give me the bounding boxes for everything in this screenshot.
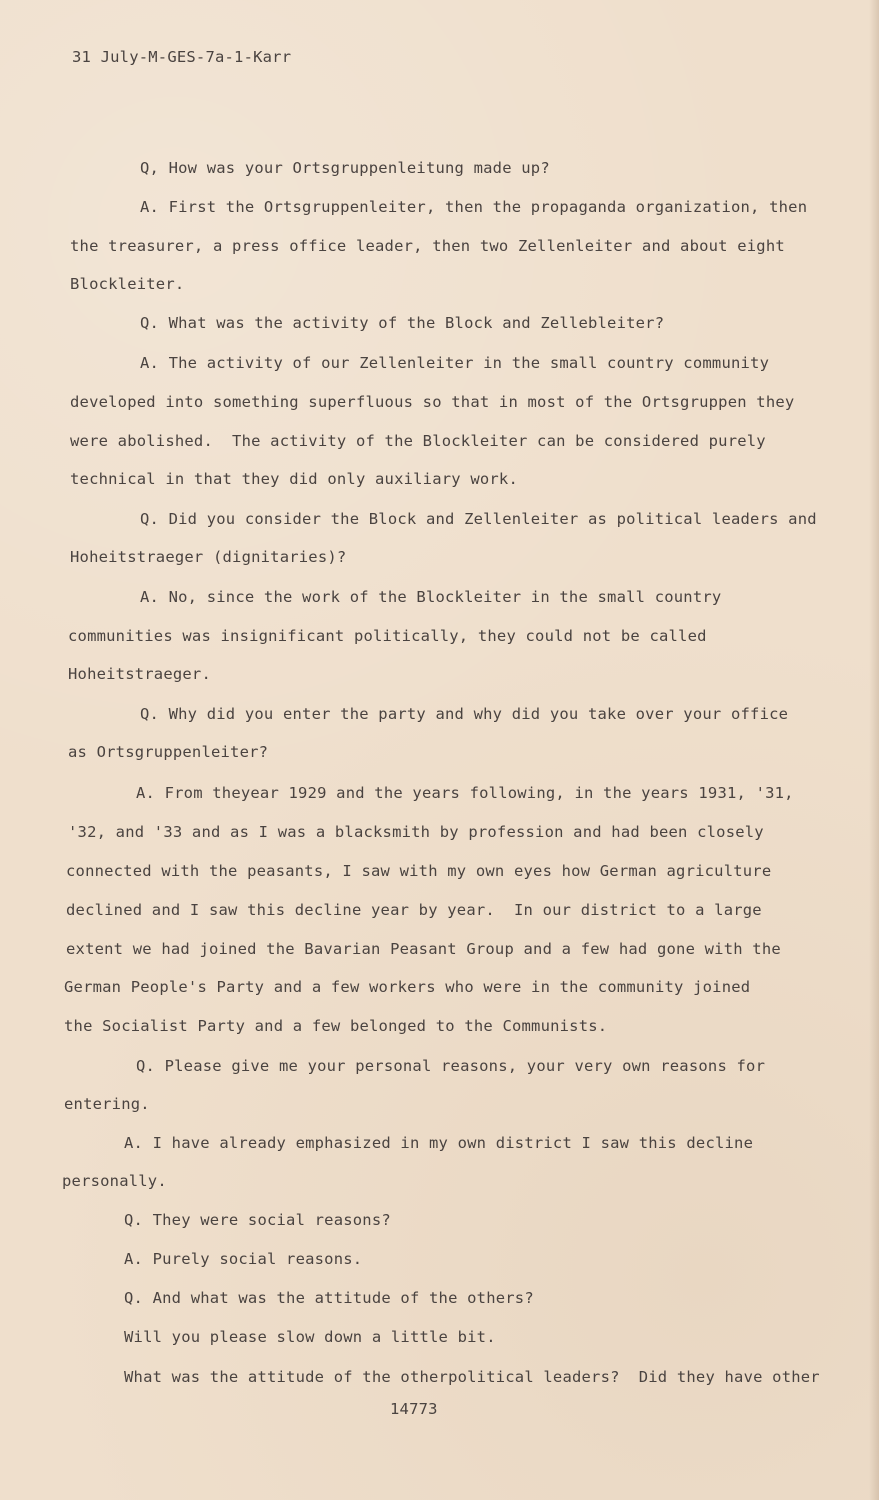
text-line: personally. (62, 1172, 167, 1190)
text-line: the treasurer, a press office leader, then two Zellenleiter and about eight (70, 237, 785, 255)
text-line: Q. What was the activity of the Block and Zellebleiter? (140, 314, 665, 332)
text-line: entering. (64, 1095, 150, 1113)
text-line: technical in that they did only auxiliary work. (70, 470, 518, 488)
text-line: the Socialist Party and a few belonged to the Communists. (64, 1017, 608, 1035)
text-line: Will you please slow down a little bit. (124, 1328, 496, 1346)
text-line: Q. Why did you enter the party and why did you take over your office (140, 705, 789, 723)
text-line: Hoheitstraeger. (68, 665, 211, 683)
text-line: extent we had joined the Bavarian Peasant Group and a few had gone with the (66, 940, 781, 958)
text-line: German People's Party and a few workers who were in the community joined (64, 978, 751, 996)
text-line: What was the attitude of the otherpolitical leaders? Did they have other (124, 1368, 820, 1386)
text-line: Q, How was your Ortsgruppenleitung made up? (140, 159, 550, 177)
text-line: A. First the Ortsgruppenleiter, then the propaganda organization, then (140, 198, 808, 216)
text-line: A. I have already emphasized in my own district I saw this decline (124, 1134, 754, 1152)
text-line: Q. And what was the attitude of the others? (124, 1289, 534, 1307)
text-line: Hoheitstraeger (dignitaries)? (70, 548, 347, 566)
page-edge-shadow (869, 0, 879, 1500)
text-line: as Ortsgruppenleiter? (68, 743, 269, 761)
text-line: A. No, since the work of the Blockleiter in the small country (140, 588, 722, 606)
text-line: declined and I saw this decline year by year. In our district to a large (66, 901, 762, 919)
text-line: A. Purely social reasons. (124, 1250, 363, 1268)
text-line: developed into something superfluous so that in most of the Ortsgruppen they (70, 393, 795, 411)
text-line: Blockleiter. (70, 275, 185, 293)
text-line: Q. Please give me your personal reasons, your very own reasons for (136, 1057, 766, 1075)
text-line: A. The activity of our Zellenleiter in the small country community (140, 354, 770, 372)
text-line: Q. They were social reasons? (124, 1211, 391, 1229)
document-header: 31 July-M-GES-7a-1-Karr (72, 48, 292, 66)
text-line: communities was insignificant politically, they could not be called (68, 627, 707, 645)
page-number: 14773 (390, 1400, 438, 1418)
text-line: A. From theyear 1929 and the years following, in the years 1931, '31, (136, 784, 794, 802)
text-line: Q. Did you consider the Block and Zellenleiter as political leaders and (140, 510, 817, 528)
text-line: connected with the peasants, I saw with my own eyes how German agriculture (66, 862, 772, 880)
text-line: were abolished. The activity of the Blockleiter can be considered purely (70, 432, 766, 450)
text-line: '32, and '33 and as I was a blacksmith by profession and had been closely (68, 823, 764, 841)
